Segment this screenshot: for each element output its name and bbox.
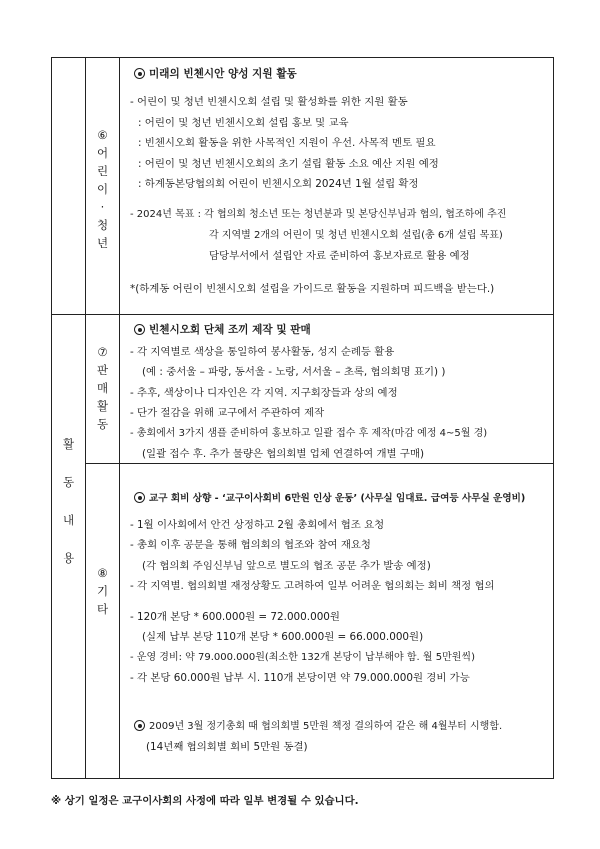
sub-label-char: 매: [96, 381, 109, 395]
category-char: 용: [62, 551, 75, 565]
section-heading-text: 빈첸시오회 단체 조끼 제작 및 판매: [149, 324, 311, 336]
sub-label-char: 타: [96, 602, 109, 616]
body-line: - 추후, 색상이나 디자인은 각 지역. 지구회장들과 상의 예정: [130, 387, 398, 399]
body-line: (실제 납부 본당 110개 본당 * 600.000원 = 66.000.000원): [142, 631, 424, 643]
body-line: : 빈첸시오회 활동을 위한 사목적인 지원이 우선. 사목적 멘토 필요: [138, 137, 436, 149]
category-cell-top: [52, 58, 86, 315]
sub-label-cell-7: [86, 315, 120, 464]
body-line: - 어린이 및 청년 빈첸시오회 설립 및 활성화를 위한 지원 활동: [130, 96, 408, 108]
sub-label-char: 어: [96, 146, 109, 160]
sub-label-char: 린: [96, 164, 109, 178]
sub-label-6: [86, 126, 119, 252]
sub-label-char: 이: [96, 182, 109, 196]
body-line: : 하계동본당협의회 어린이 빈첸시오회 2024년 1월 설립 확정: [138, 178, 419, 190]
sub-label-char: 활: [96, 399, 109, 413]
sub-label-char: ·: [100, 200, 105, 214]
body-line: 담당부서에서 설립안 자료 준비하여 홍보자료로 활용 예정: [209, 250, 470, 262]
bullet-circle-icon: [134, 720, 145, 731]
body-line: - 2024년 목표 : 각 협의회 청소년 또는 청년분과 및 본당신부님과 협의, 협조하에 추진: [130, 209, 507, 220]
section-heading-text: 미래의 빈첸시안 양성 지원 활동: [149, 68, 297, 80]
category-char: 활: [62, 437, 75, 451]
body-line: (예 : 중서울 – 파랑, 동서울 - 노랑, 서서울 – 초록, 협의회명 표기) ): [142, 366, 446, 378]
body-line: (14년째 협의회별 회비 5만원 동결): [146, 741, 308, 753]
body-line: (각 협의회 주임신부님 앞으로 별도의 협조 공문 추가 발송 예정): [142, 560, 431, 572]
sub-label-char: ⑦: [97, 345, 108, 359]
section-heading-text: 교구 회비 상향 - ‘교구이사회비 6만원 인상 운동’ (사무실 임대료. 급여등 사무실 운영비): [149, 493, 526, 504]
sub-label-char: 청: [96, 218, 109, 232]
body-line: - 120개 본당 * 600.000원 = 72.000.000원: [130, 611, 340, 623]
body-line: (일괄 접수 후. 추가 물량은 협의회별 업체 연결하여 개별 구매): [142, 448, 425, 460]
footer-note: ※ 상기 일정은 교구이사회의 사정에 따라 일부 변경될 수 있습니다.: [51, 795, 359, 807]
section-8-note: [134, 720, 502, 734]
body-line: : 어린이 및 청년 빈첸시오회 설립 홍보 및 교육: [138, 117, 349, 129]
sub-label-cell-8: [86, 464, 120, 779]
sub-label-char: 판: [96, 363, 109, 377]
body-line: - 운영 경비: 약 79.000.000원(최소한 132개 본당이 납부해야 함. 월 5만원씩): [130, 652, 475, 663]
body-line: - 각 지역별로 색상을 통일하여 봉사활동, 성지 순례등 활용: [130, 346, 395, 358]
body-line: - 총회에서 3가지 샘플 준비하여 홍보하고 일괄 접수 후 제작(마감 예정 4~5월 경): [130, 428, 488, 439]
category-char: 동: [62, 475, 75, 489]
note-text: 2009년 3월 정기총회 때 협의회별 5만원 책정 결의하여 같은 해 4월부터 시행함.: [149, 721, 503, 732]
bullet-circle-icon: [134, 492, 145, 503]
category-cell: [52, 315, 86, 779]
sub-label-char: ⑧: [97, 566, 108, 580]
category-char: 내: [62, 513, 75, 527]
sub-label-char: 년: [96, 236, 109, 250]
body-line: - 1월 이사회에서 안건 상정하고 2월 총회에서 협조 요청: [130, 519, 385, 531]
section-8-body: [120, 464, 554, 779]
body-line: - 각 본당 60.000원 납부 시. 110개 본당이면 약 79.000.000원 경비 가능: [130, 672, 470, 684]
body-line: - 총회 이후 공문을 통해 협의회의 협조와 참여 재요청: [130, 539, 371, 551]
category-label: [52, 435, 85, 567]
bullet-circle-icon: [134, 68, 145, 79]
section-8-heading: [134, 492, 525, 506]
sub-label-char: 기: [96, 584, 109, 598]
section-6-heading: [134, 67, 297, 81]
body-line: *(하계동 어린이 빈첸시오회 설립을 가이드로 활동을 지원하며 피드백을 받는다.): [130, 283, 495, 295]
bullet-circle-icon: [134, 324, 145, 335]
body-line: 각 지역별 2개의 어린이 및 청년 빈첸시오회 설립(총 6개 설립 목표): [209, 230, 503, 241]
section-7-heading: [134, 323, 311, 337]
body-line: - 단가 절감을 위해 교구에서 주관하여 제작: [130, 407, 325, 419]
sub-label-cell-6: [86, 58, 120, 315]
sub-label-char: ⑥: [97, 128, 108, 142]
sub-label-8: [86, 564, 119, 618]
section-7-body: [120, 315, 554, 464]
activity-table-container: [51, 57, 554, 775]
sub-label-char: 동: [96, 417, 109, 431]
sub-label-7: [86, 343, 119, 433]
activity-table: [51, 57, 554, 779]
body-line: : 어린이 및 청년 빈첸시오회의 초기 설립 활동 소요 예산 지원 예정: [138, 158, 439, 170]
body-line: - 각 지역별. 협의회별 재정상황도 고려하여 일부 어려운 협의회는 회비 책정 협의: [130, 580, 495, 592]
section-6-body: [120, 58, 554, 315]
